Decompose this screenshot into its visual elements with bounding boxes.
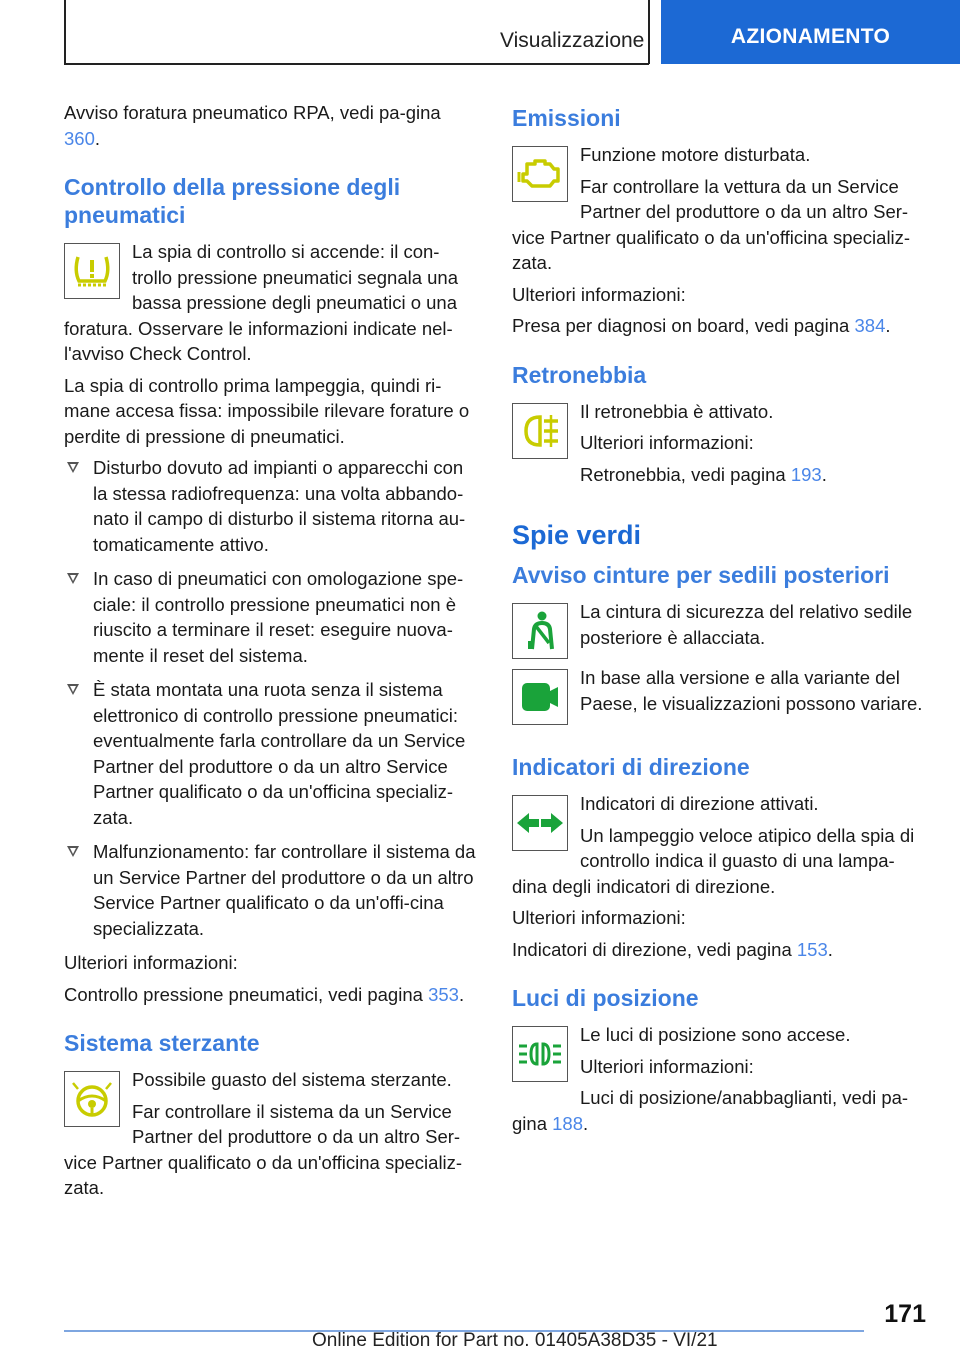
page-link-384[interactable]: 384: [854, 315, 886, 336]
rear-fog-lamp-icon: [512, 403, 568, 459]
more-info-label: Ulteriori informazioni:: [512, 907, 686, 928]
heading-position-lights: Luci di posizione: [512, 985, 699, 1011]
tire-pressure-warning-icon: [64, 243, 120, 299]
rear-fog-text: Il retronebbia è attivato.: [580, 400, 774, 422]
emissions-text-1: Funzione motore disturbata.: [580, 144, 811, 165]
heading-tire-pressure: Controllo della pressione degli pneumatici: [64, 174, 401, 228]
turn-signals-text-1: Indicatori di direzione attivati.: [580, 793, 819, 814]
heading-emissions: Emissioni: [512, 105, 621, 131]
triangle-bullet-icon: [67, 462, 79, 473]
heading-green-lights: Spie verdi: [512, 520, 642, 550]
tire-pressure-reference: Controllo pressione pneumatici, vedi pagina 353.: [64, 983, 465, 1005]
more-info-label: Ulteriori informazioni:: [64, 952, 238, 973]
heading-turn-signals: Indicatori di direzione: [512, 754, 750, 780]
more-info-label: Ulteriori informazioni:: [580, 1055, 754, 1077]
header-bottom-rule: [64, 63, 649, 65]
list-item: È stata montata una ruota senza il sistema elettronico di controllo pressione pneumatici: eventualmente farla controllare da un Service Partner del produttore o da un altro Service Partner qualificato o da un'officina specializ-zata.: [64, 677, 477, 830]
turn-signals-reference: Indicatori di direzione, vedi pagina 153.: [512, 938, 833, 960]
turn-signals-text-2: Un lampeggio veloce atipico della spia di controllo indica il guasto di una lampa-dina degli indicatori di direzione.: [512, 824, 915, 897]
more-info-label: Ulteriori informazioni:: [512, 283, 686, 305]
seatbelt-icon: [512, 603, 568, 659]
rear-fog-reference: Retronebbia, vedi pagina 193.: [580, 463, 827, 485]
page-link-193[interactable]: 193: [790, 463, 822, 485]
steering-wheel-warning-icon: [64, 1071, 120, 1127]
position-lights-icon: [512, 1026, 568, 1082]
heading-steering: Sistema sterzante: [64, 1030, 260, 1056]
header-section-title: Visualizzazione: [500, 29, 645, 52]
obd-reference: Presa per diagnosi on board, vedi pagina 384.: [512, 315, 891, 336]
header-separator: [648, 0, 650, 64]
position-lights-reference: Luci di posizione/anabbaglianti, vedi pa-gina 188.: [512, 1087, 909, 1134]
list-item: In caso di pneumatici con omologazione spe-ciale: il controllo pressione pneumatici non è riuscito a terminare il reset: eseguire nuova-mente il reset del sistema.: [64, 566, 477, 668]
steering-text-1: Possibile guasto del sistema sterzante.: [132, 1069, 452, 1090]
heading-rear-fog: Retronebbia: [512, 361, 647, 388]
rear-belt-alt-icon: [512, 669, 568, 725]
header-chapter-tab[interactable]: AZIONAMENTO: [661, 0, 960, 64]
list-item: Disturbo dovuto ad impianti o apparecchi con la stessa radiofrequenza: una volta abbando-nato il campo di disturbo il sistema ritorna au-tomaticamente attivo.: [64, 455, 477, 557]
list-item: Malfunzionamento: far controllare il sistema da un Service Partner del produttore o da un altro Service Partner qualificato o da un'offi-cina specializzata.: [64, 839, 477, 941]
page-number: 171: [884, 1300, 926, 1328]
steering-text-2: Far controllare il sistema da un Service Partner del produttore o da un altro Ser-vice Partner qualificato o da un'officina specializ-zata.: [64, 1100, 463, 1198]
footer-edition: Online Edition for Part no. 01405A38D35 - VI/21: [312, 1330, 718, 1351]
position-lights-text: Le luci di posizione sono accese.: [580, 1024, 851, 1045]
right-column: [512, 100, 924, 1142]
tire-pressure-bullets: [64, 455, 477, 941]
page-link-360[interactable]: 360: [64, 127, 95, 149]
intro-paragraph: Avviso foratura pneumatico RPA, vedi pa-gina 360.: [64, 102, 441, 149]
header-left-rule: [64, 0, 66, 64]
tire-pressure-text-2: La spia di controllo prima lampeggia, quindi ri-mane accesa fissa: impossibile rilevare forature o perdite di pressione di pneumatici.: [64, 374, 470, 447]
triangle-bullet-icon: [67, 573, 79, 584]
triangle-bullet-icon: [67, 684, 79, 695]
page-link-153[interactable]: 153: [796, 938, 828, 960]
engine-warning-icon: [512, 146, 568, 202]
left-column: [64, 100, 477, 1207]
rear-belt-text-2: In base alla versione e alla variante del Paese, le visualizzazioni possono variare.: [580, 667, 923, 714]
heading-rear-belt: Avviso cinture per sedili posteriori: [512, 562, 890, 588]
emissions-text-2: Far controllare la vettura da un Service Partner del produttore o da un altro Ser-vice Partner qualificato o da un'officina specializ-zata.: [512, 175, 911, 273]
rear-belt-text-1: La cintura di sicurezza del relativo sedile posteriore è allacciata.: [580, 601, 913, 648]
tire-pressure-text-1: La spia di controllo si accende: il con-trollo pressione pneumatici segnala una bassa pressione degli pneumatici o una foratura. Osservare le informazioni indicate nel-l'avviso Check Control.: [64, 241, 459, 364]
page-link-353[interactable]: 353: [428, 983, 459, 1005]
more-info-label: Ulteriori informazioni:: [580, 432, 754, 453]
triangle-bullet-icon: [67, 846, 79, 857]
turn-signal-arrows-icon: [512, 795, 568, 851]
page-link-188[interactable]: 188: [552, 1112, 583, 1134]
